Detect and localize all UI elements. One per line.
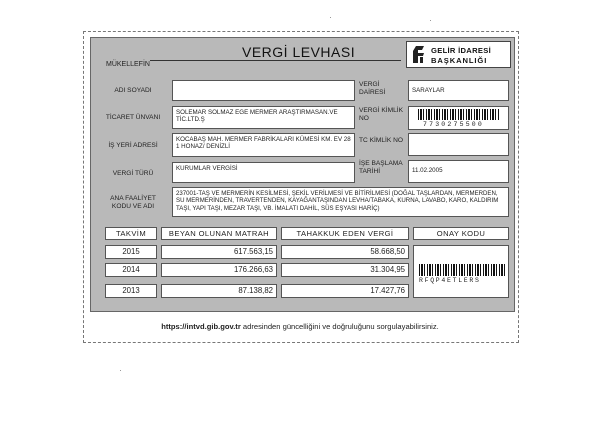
adi-soyadi-value	[172, 80, 355, 101]
table-header-onay-kodu: ONAY KODU	[413, 227, 509, 240]
table-row-2013-vergi: 17.427,76	[281, 284, 409, 298]
table-row-2015-vergi: 58.668,50	[281, 245, 409, 259]
vergi-turu-label: VERGİ TÜRÜ	[112, 170, 154, 177]
tc-kimlik-no-value	[408, 133, 509, 156]
ticaret-unvani-label: TİCARET ÜNVANI	[105, 114, 161, 121]
vergi-dairesi-label: VERGİ DAİRESİ	[359, 81, 386, 96]
gib-logo-icon	[411, 45, 429, 64]
vergi-kimlik-no-label: VERGİ KİMLİK NO	[359, 107, 403, 122]
onay-kodu-box	[413, 245, 509, 298]
table-row-2015-matrah: 617.563,15	[161, 245, 277, 259]
scan-speck	[330, 17, 331, 18]
table-header-vergi: TAHAKKUK EDEN VERGİ	[281, 227, 409, 240]
is-yeri-adresi-label: İŞ YERİ ADRESİ	[108, 142, 158, 149]
ticaret-unvani-value: SOLEMAR SOLMAZ EGE MERMER ARAŞTIRMASAN.VE TİC.LTD.Ş	[172, 106, 355, 129]
table-row-2014-vergi: 31.304,95	[281, 263, 409, 277]
mukellefin-label: MÜKELLEFİN	[106, 61, 150, 68]
scan-speck	[430, 20, 431, 21]
gib-logo	[406, 41, 511, 68]
table-row-2015-year: 2015	[105, 245, 157, 259]
table-row-2013-matrah: 87.138,82	[161, 284, 277, 298]
logo-text-line1: GELİR İDARESİ	[431, 46, 492, 55]
vergi-kimlik-no-value: 7730275500	[423, 121, 485, 128]
vergi-kimlik-barcode	[418, 109, 500, 120]
table-header-matrah: BEYAN OLUNAN MATRAH	[161, 227, 277, 240]
verification-url[interactable]: https://intvd.gib.gov.tr	[161, 322, 241, 331]
ise-baslama-value: 11.02.2005	[408, 160, 509, 183]
scan-speck	[120, 370, 121, 371]
tc-kimlik-no-label: TC KİMLİK NO	[359, 137, 403, 144]
verification-note	[0, 322, 600, 331]
table-row-2014-matrah: 176.266,63	[161, 263, 277, 277]
ana-faaliyet-label: ANA FAALİYET KODU VE ADI	[110, 195, 156, 210]
onay-kodu-value: RFQP4ETLERS	[419, 277, 481, 284]
verification-text: adresinden güncelliğini ve doğruluğunu sorgulayabilirsiniz.	[240, 322, 439, 331]
is-yeri-adresi-value: KOCABAŞ MAH. MERMER FABRİKALARI KÜMESİ KM. EV 28 1 HONAZ/ DENİZLİ	[172, 133, 355, 157]
ise-baslama-label: İŞE BAŞLAMA TARİHİ	[359, 160, 403, 175]
logo-text-line2: BAŞKANLIĞI	[431, 56, 488, 65]
onay-kodu-barcode	[419, 264, 505, 276]
vergi-kimlik-no-box	[408, 106, 509, 130]
table-row-2013-year: 2013	[105, 284, 157, 298]
vergi-dairesi-value: SARAYLAR	[408, 80, 509, 101]
vergi-turu-value: KURUMLAR VERGİSİ	[172, 162, 355, 183]
title-underline	[150, 60, 401, 61]
page-title: VERGİ LEVHASI	[242, 44, 356, 60]
ana-faaliyet-value: 237001-TAŞ VE MERMERİN KESİLMESİ, ŞEKİL VERİLMESİ VE BİTİRİLMESİ (DOĞAL TAŞLARDAN, MERMERDEN, SU MERMERİNDEN, TRAVERTENDEN, KAYAĞANTAŞINDAN LEVHA/TABAKA, KURNA, LAVABO, KARO, KALDIRIM TAŞI, YAPI TAŞI, MEZAR TAŞI, VB. İMALATI DAHİL, SÜS EŞYASI HARİÇ)	[172, 187, 509, 217]
table-header-takvim: TAKVİM	[105, 227, 157, 240]
table-row-2014-year: 2014	[105, 263, 157, 277]
adi-soyadi-label: ADI SOYADI	[114, 87, 152, 94]
